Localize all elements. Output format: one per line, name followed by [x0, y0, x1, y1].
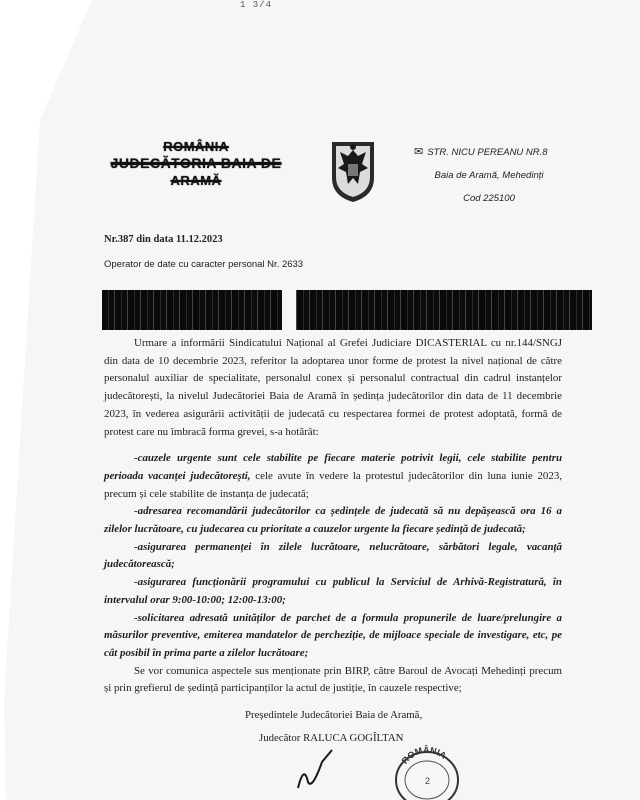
court-address: [414, 141, 564, 210]
svg-text:2: 2: [425, 776, 431, 786]
coat-of-arms-icon: [326, 134, 380, 204]
signatory-title: Președintele Judecătoriei Baia de Aramă,: [245, 709, 423, 721]
scan-header-strip: 1 3/4: [240, 0, 273, 8]
address-city: Baia de Aramă, Mehedinți: [434, 170, 544, 181]
redaction-gap: [282, 290, 296, 330]
envelope-icon: ✉: [414, 146, 424, 158]
court-stamp: [392, 744, 462, 800]
document-reference: Nr.387 din data 11.12.2023: [104, 234, 223, 245]
address-code: Cod 225100: [463, 193, 515, 204]
signatory-name: Judecător RALUCA GOGÎLTAN: [259, 732, 404, 744]
institution-name: [86, 138, 306, 189]
data-operator-number: Operator de date cu caracter personal Nr. 2633: [104, 259, 304, 270]
decision-item: -asigurarea funcționării programului cu publicul la Serviciul de Arhivă-Registratură, în intervalul orar 9:00-10:00; 12:00-13:00;: [104, 576, 562, 606]
decision-item: -adresarea recomandării judecătorilor ca ședințele de judecată să nu depășească ora 16 a zilelor lucrătoare, cu judecarea cu prioritate a cauzelor urgente la fiecare ședință de judecată;: [104, 505, 562, 536]
institution-line-2: JUDECĂTORIA BAIA DE: [110, 155, 282, 171]
decision-item: -solicitarea adresată unităților de parchet de a formula propunerile de luare/prelungire a măsurilor preventive, emiterea mandatelor de percheziție, de mijloace speciale de investigare, etc, pe cât posibil în prima parte a zilelor lucrătoare;: [104, 611, 562, 659]
address-street: STR. NICU PEREANU NR.8: [427, 147, 548, 158]
svg-text:ROMÂNIA: [400, 744, 449, 766]
decision-item: -asigurarea permanenței în zilele lucrătoare, nelucrătoare, sărbători legale, vacanță judecătorească;: [104, 540, 562, 571]
intro-paragraph: Urmare a informării Sindicatului Național al Grefei Judiciare DICASTERIAL cu nr.144/SNGJ din data de 10 decembrie 2023, referitor la adoptarea unor forme de protest la nivel național de către personalul auxiliar de specialitate, personalul conex și personalul contractual din cadrul instanțelor judecătorești, la nivelul Judecătoriei Baia de Aramă în ședința judecătorilor din data de 11 decembrie 2023, în vederea asigurării activității de judecată cu respectarea formei de protest adoptată, formă de protest care nu îmbracă forma grevei, s-a hotărât:: [104, 337, 562, 438]
decision-item-text: -cauzele urgente sunt cele stabilite pe fiecare materie potrivit legii, cele stabilite pentru perioada vacanței judecătorești,: [104, 452, 562, 482]
institution-line-3: ARAMĂ: [170, 173, 222, 188]
institution-line-1: ROMÂNIA: [163, 139, 229, 154]
decision-item: [104, 450, 562, 503]
redacted-block: [102, 290, 592, 330]
stamp-text: ROMÂNIA: [399, 744, 449, 766]
document-body: [104, 335, 562, 698]
handwritten-signature: [292, 744, 342, 794]
decision-item-rest: cele avute în vedere la protestul judecătorilor din luna iunie 2023, precum și cele stabilite de instanța de judecată;: [104, 469, 562, 500]
closing-paragraph: Se vor comunica aspectele sus menționate prin BIRP, către Baroul de Avocați Mehedinți precum și prin grefierul de ședință participanților la actul de justiție, în cauzele respective;: [104, 664, 562, 695]
